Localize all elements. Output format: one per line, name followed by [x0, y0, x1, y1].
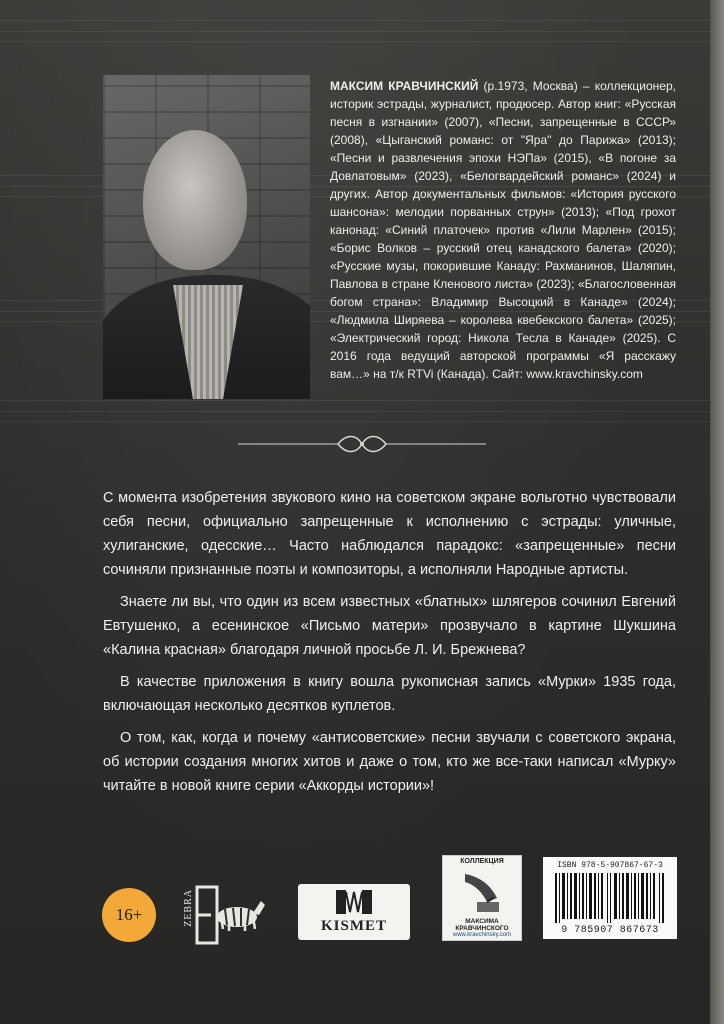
ean-digits: 9 785907 867673	[561, 925, 659, 936]
isbn-number: ISBN 978-5-907867-67-3	[557, 861, 663, 870]
author-photo	[103, 75, 310, 399]
cover-edge	[710, 0, 724, 1024]
age-rating-badge: 16+	[102, 888, 156, 942]
collection-title: КОЛЛЕКЦИЯ	[460, 858, 504, 865]
accordion-icon	[298, 884, 410, 920]
description-paragraph: Знаете ли вы, что один из всем известных «блатных» шлягеров сочинил Евгений Евтушенко, а есенинское «Письмо матери» прозвучало в картине Шукшина «Калина красная» благодаря личной просьбе Л. И. Брежнева?	[103, 594, 676, 658]
author-bio-text: (р.1973, Москва) – коллекционер, историк эстрады, журналист, продюсер. Автор книг: «Русская песня в изгнании» (2007), «Песни, запрещенные в СССР» (2008), «Цыганский романс: от "Яра" до Парижа» (2013); «Песни и развлечения эпохи НЭПа» (2015), «В погоне за Довлатовым» (2023), «Белогвардейский романс» (2024) и других. Автор документальных фильмов: «История русского шансона»: мелодии порванных струн» (2013); «Под грохот канонад: «Синий платочек» против «Лили Марлен» (2015); «Борис Волков – русский отец канадского балета» (2020); «Русские музы, покорившие Канаду: Рахманинов, Шаляпин, Павлова в стране Кленового листа» (2023); «Благословенная богом страна»: Владимир Высоцкий в Канаде» (2024); «Людмила Ширяева – королева квебекского балета» (2025); «Электрический город: Никола Тесла в Канаде» (2025). С 2016 года ведущий авторской программы «Я расскажу вам…» на т/к RTVi (Канада). Сайт: www.kravchinsky.com	[330, 79, 676, 381]
author-bio	[330, 77, 676, 383]
kismet-logo-text: KISMET	[320, 918, 387, 934]
ornament-divider	[238, 432, 486, 456]
music-staff-decoration	[0, 20, 724, 63]
description-paragraph: В качестве приложения в книгу вошла рукописная запись «Мурки» 1935 года, включающая несколько десятков куплетов.	[103, 674, 676, 714]
zebra-logo	[183, 881, 267, 949]
collection-site: www.kravchinsky.com	[452, 932, 512, 938]
collection-name: МАКСИМА КРАВЧИНСКОГО	[455, 918, 509, 932]
kismet-logo	[298, 884, 410, 940]
author-head	[143, 130, 247, 270]
gramophone-icon	[457, 868, 507, 916]
barcode-icon	[555, 873, 665, 923]
description-paragraph: О том, как, когда и почему «антисоветские» песни звучали с советского экрана, об истории создания многих хитов и даже о том, кто же все-таки написал «Мурку» читайте в новой книге серии «Аккорды истории»!	[103, 730, 676, 794]
description-paragraph: С момента изобретения звукового кино на советском экране вольготно чувствовали себя песни, официально запрещенные к исполнению с эстрады: уличные, хулиганские, одесские… Часто наблюдался парадокс: «запрещенные» песни сочиняли признанные поэты и композиторы, а исполняли Народные артисты.	[103, 490, 676, 578]
author-name: МАКСИМ КРАВЧИНСКИЙ	[330, 79, 479, 93]
description-text	[103, 486, 676, 806]
collection-logo	[442, 855, 522, 941]
zebra-icon	[183, 881, 267, 949]
isbn-barcode	[543, 857, 677, 939]
zebra-logo-text: ZEBRA	[183, 889, 194, 927]
